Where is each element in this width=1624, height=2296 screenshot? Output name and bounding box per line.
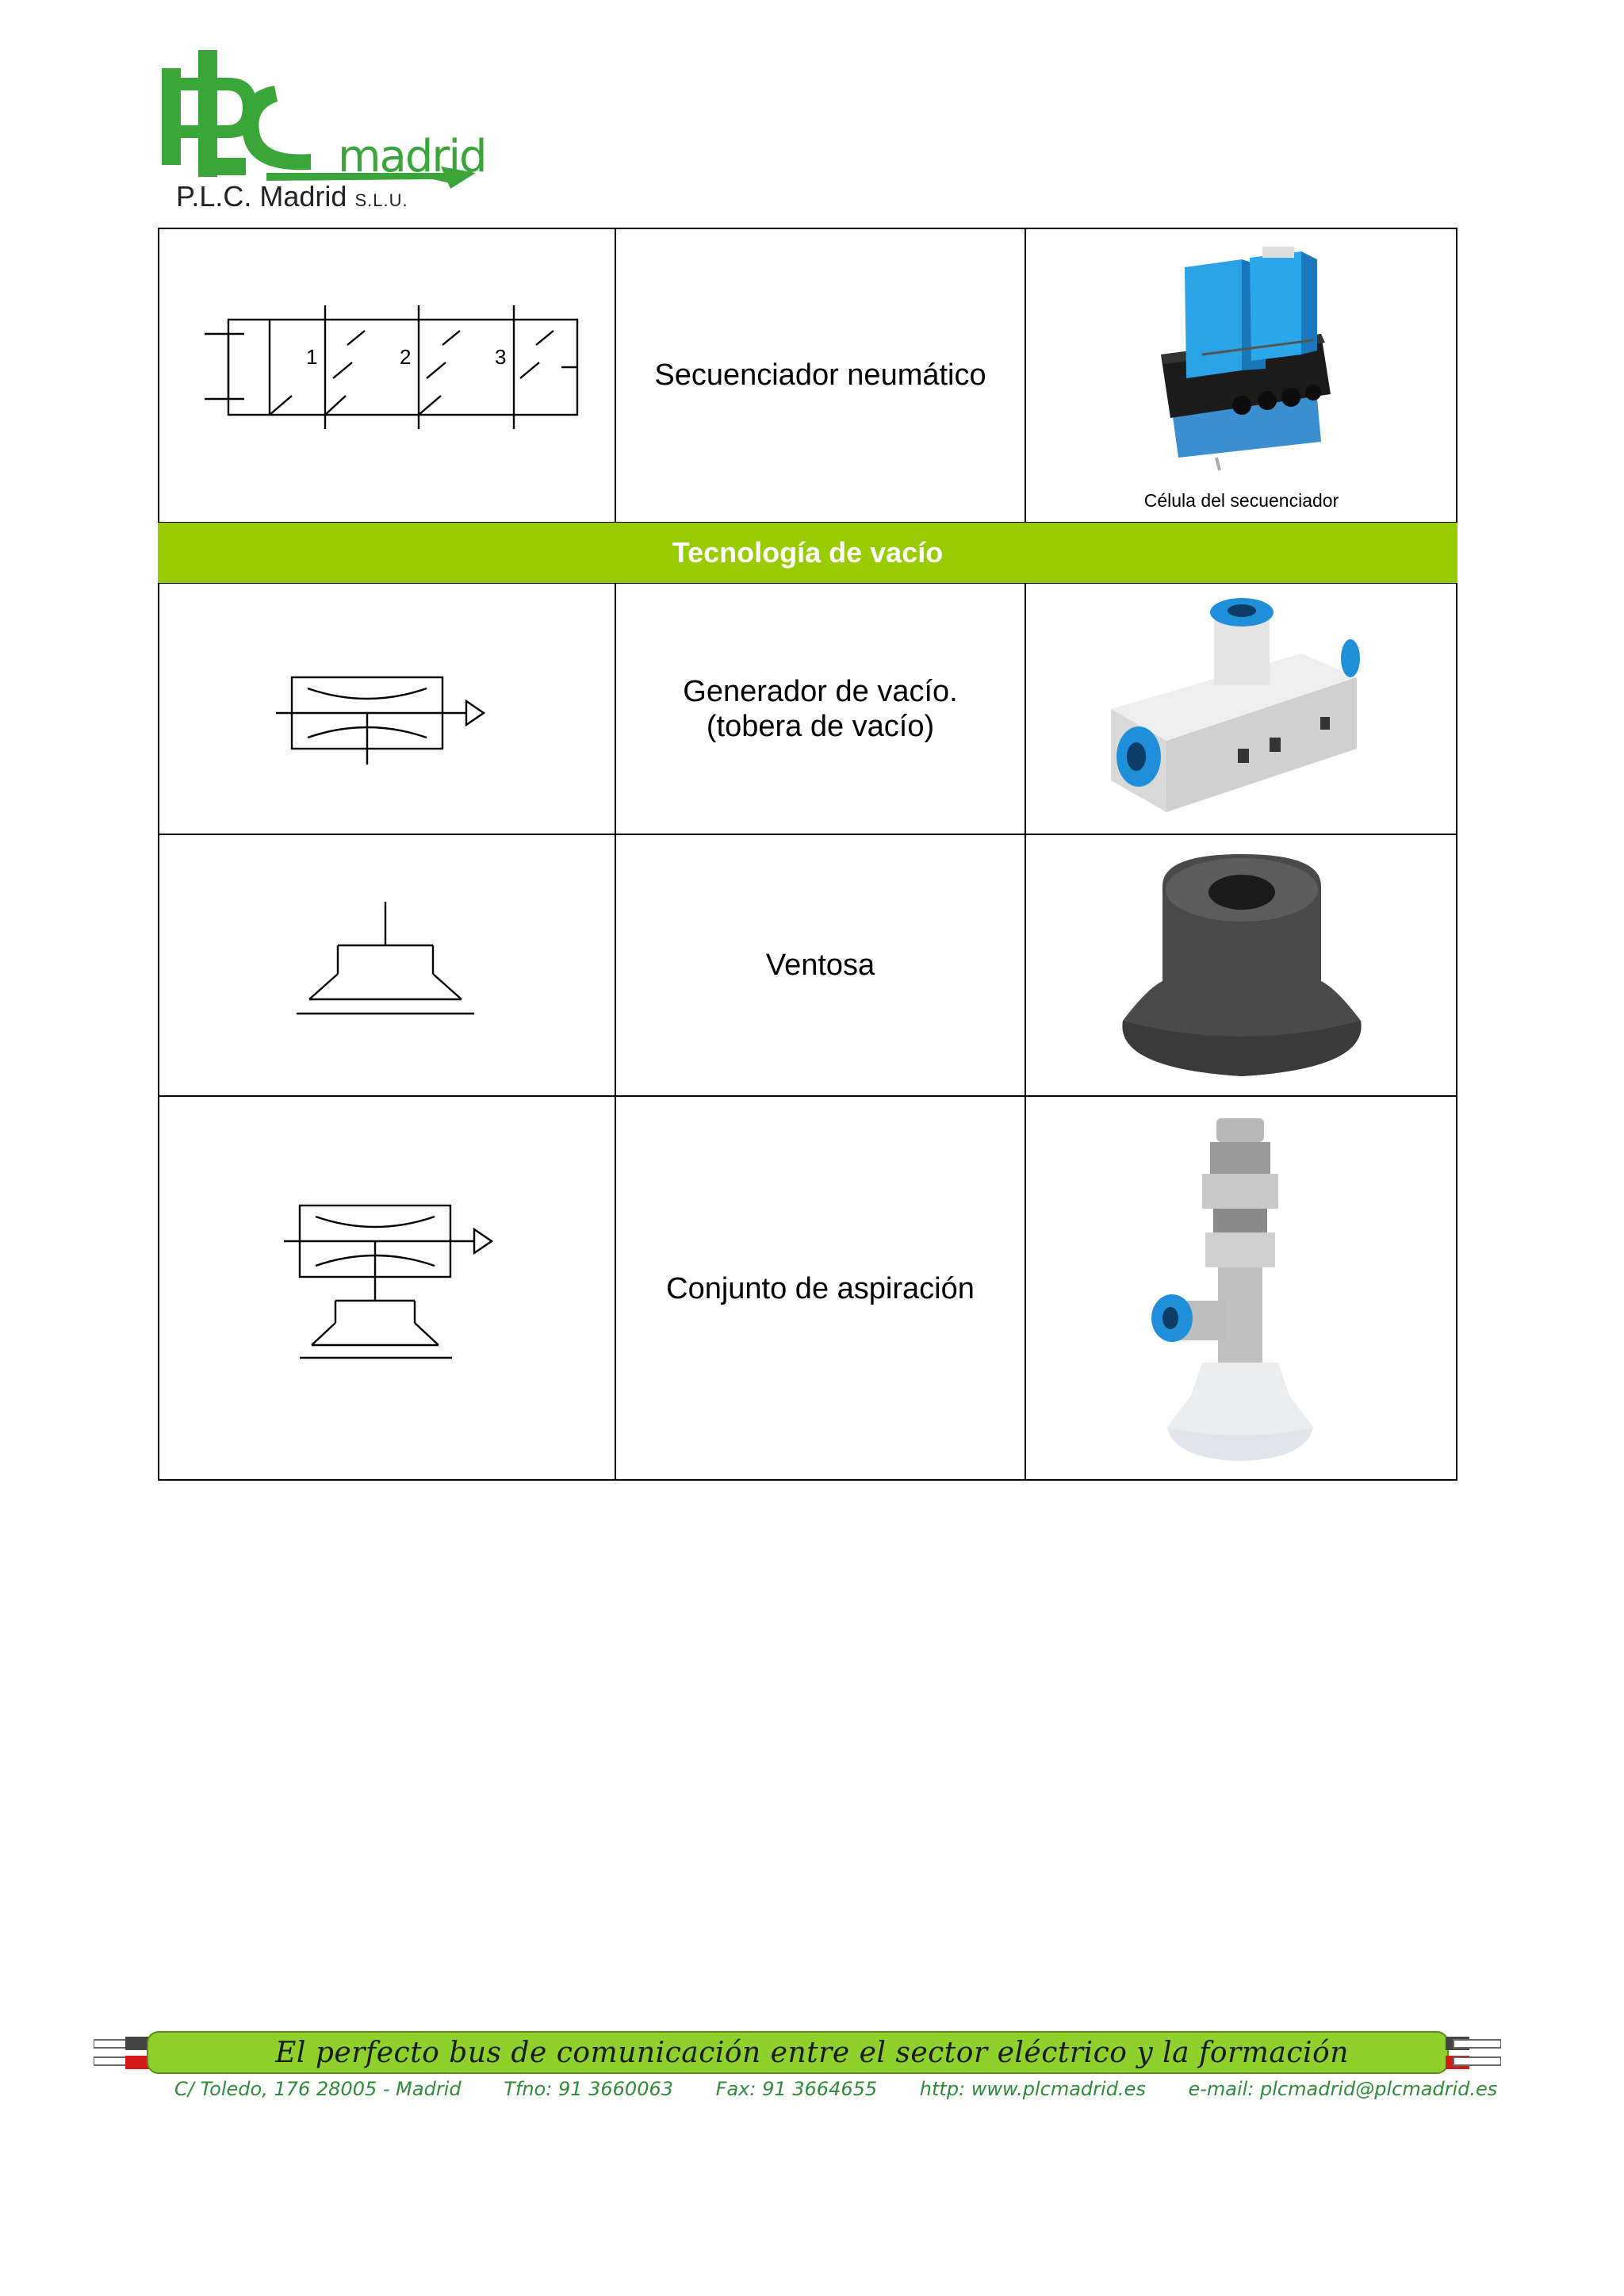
row1-image-cell xyxy=(1025,228,1457,523)
vacuum-generator-symbol xyxy=(268,654,506,765)
seq-number-3: 3 xyxy=(494,345,506,369)
row1-name-cell xyxy=(615,228,1025,523)
sequencer-photo xyxy=(1123,236,1361,473)
component-table xyxy=(158,228,1457,1481)
row3-name: Ventosa xyxy=(765,949,875,982)
footer-fax: Fax: 91 3664655 xyxy=(715,2078,878,2100)
sequencer-symbol xyxy=(189,296,585,454)
company-logo xyxy=(155,46,486,220)
row2-name: Generador de vacío. (tobera de vacío) xyxy=(683,674,958,743)
footer-web[interactable]: http: www.plcmadrid.es xyxy=(919,2078,1146,2100)
seq-number-1: 1 xyxy=(305,345,317,369)
row4-name-cell xyxy=(615,1096,1025,1481)
suction-assembly-symbol xyxy=(268,1190,506,1388)
footer-slogan: El perfecto bus de comunicación entre el sector eléctrico y la formación xyxy=(275,2037,1349,2069)
row2-symbol-cell xyxy=(158,583,615,834)
row2-name-cell xyxy=(615,583,1025,834)
row3-name-cell xyxy=(615,834,1025,1096)
logo-company-name xyxy=(176,182,408,211)
footer-phone: Tfno: 91 3660063 xyxy=(504,2078,674,2100)
logo-company: P.L.C. Madrid xyxy=(176,180,347,213)
suction-assembly-photo xyxy=(1147,1110,1337,1467)
row3-image-cell xyxy=(1025,834,1457,1096)
row3-symbol-cell xyxy=(158,834,615,1096)
logo-madrid-text: madrid xyxy=(338,131,486,182)
logo-suffix: S.L.U. xyxy=(354,190,408,210)
row2-image-cell xyxy=(1025,583,1457,834)
footer-address: C/ Toledo, 176 28005 - Madrid xyxy=(174,2078,462,2100)
row1-name: Secuenciador neumático xyxy=(654,358,986,392)
row1-symbol-cell xyxy=(158,228,615,523)
footer-contact xyxy=(174,2078,1498,2100)
suction-cup-symbol xyxy=(292,898,482,1033)
row4-image-cell xyxy=(1025,1096,1457,1481)
suction-cup-photo xyxy=(1099,846,1385,1084)
section-header-vacuum: Tecnología de vacío xyxy=(158,523,1457,583)
vacuum-generator-photo xyxy=(1095,590,1388,828)
seq-number-2: 2 xyxy=(399,345,411,369)
row1-image-caption: Célula del secuenciador xyxy=(1143,490,1339,511)
row4-symbol-cell xyxy=(158,1096,615,1481)
row4-name: Conjunto de aspiración xyxy=(666,1271,975,1305)
footer-email[interactable]: e-mail: plcmadrid@plcmadrid.es xyxy=(1188,2078,1498,2100)
